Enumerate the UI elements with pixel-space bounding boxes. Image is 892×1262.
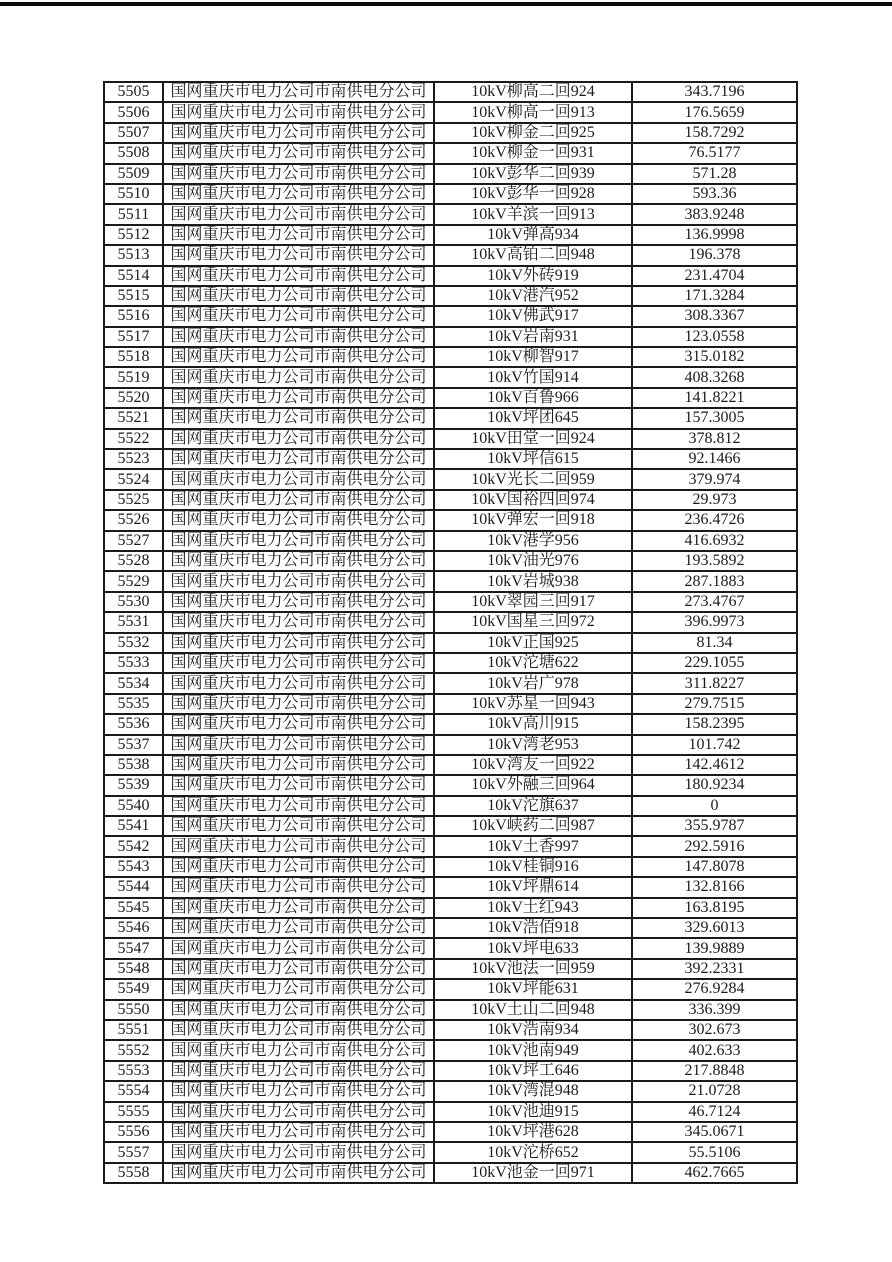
table-row [104,816,797,836]
company-cell: 国网重庆市电力公司市南供电分公司 [163,673,434,693]
company-cell: 国网重庆市电力公司市南供电分公司 [163,1102,434,1122]
line-name-cell: 10kV苏星一回943 [434,694,632,714]
company-cell: 国网重庆市电力公司市南供电分公司 [163,327,434,347]
table-row [104,1061,797,1081]
row-number-cell: 5551 [104,1020,163,1040]
line-name-cell: 10kV坪电633 [434,938,632,958]
table-row [104,836,797,856]
value-cell: 21.0728 [632,1081,797,1101]
company-cell: 国网重庆市电力公司市南供电分公司 [163,225,434,245]
table-row [104,82,797,102]
row-number-cell: 5544 [104,877,163,897]
table-row [104,490,797,510]
row-number-cell: 5519 [104,367,163,387]
company-cell: 国网重庆市电力公司市南供电分公司 [163,347,434,367]
value-cell: 308.3367 [632,306,797,326]
company-cell: 国网重庆市电力公司市南供电分公司 [163,510,434,530]
line-name-cell: 10kV坪港628 [434,1122,632,1142]
company-cell: 国网重庆市电力公司市南供电分公司 [163,633,434,653]
row-number-cell: 5548 [104,959,163,979]
row-number-cell: 5546 [104,918,163,938]
line-name-cell: 10kV光长二回959 [434,469,632,489]
value-cell: 416.6932 [632,531,797,551]
row-number-cell: 5536 [104,714,163,734]
line-name-cell: 10kV湾友一回922 [434,755,632,775]
line-name-cell: 10kV羊滨一回913 [434,204,632,224]
company-cell: 国网重庆市电力公司市南供电分公司 [163,898,434,918]
table-row [104,531,797,551]
row-number-cell: 5531 [104,612,163,632]
line-name-cell: 10kV土红943 [434,898,632,918]
value-cell: 593.36 [632,184,797,204]
table-row [104,755,797,775]
line-name-cell: 10kV国星三回972 [434,612,632,632]
table-row [104,979,797,999]
line-name-cell: 10kV正国925 [434,633,632,653]
table-row [104,612,797,632]
company-cell: 国网重庆市电力公司市南供电分公司 [163,245,434,265]
value-cell: 408.3268 [632,367,797,387]
company-cell: 国网重庆市电力公司市南供电分公司 [163,816,434,836]
value-cell: 379.974 [632,469,797,489]
value-cell: 180.9234 [632,775,797,795]
table-row [104,1163,797,1183]
row-number-cell: 5540 [104,796,163,816]
line-name-cell: 10kV国裕四回974 [434,490,632,510]
value-cell: 123.0558 [632,327,797,347]
line-name-cell: 10kV坪信615 [434,449,632,469]
row-number-cell: 5514 [104,266,163,286]
row-number-cell: 5526 [104,510,163,530]
value-cell: 231.4704 [632,266,797,286]
value-cell: 147.8078 [632,857,797,877]
row-number-cell: 5528 [104,551,163,571]
line-name-cell: 10kV外砖919 [434,266,632,286]
row-number-cell: 5547 [104,938,163,958]
line-name-cell: 10kV油光976 [434,551,632,571]
row-number-cell: 5513 [104,245,163,265]
row-number-cell: 5517 [104,327,163,347]
value-cell: 236.4726 [632,510,797,530]
value-cell: 176.5659 [632,102,797,122]
row-number-cell: 5553 [104,1061,163,1081]
table-row [104,347,797,367]
line-name-cell: 10kV竹国914 [434,367,632,387]
line-name-cell: 10kV翠园三回917 [434,592,632,612]
company-cell: 国网重庆市电力公司市南供电分公司 [163,429,434,449]
table-row [104,1040,797,1060]
value-cell: 279.7515 [632,694,797,714]
row-number-cell: 5523 [104,449,163,469]
line-name-cell: 10kV峡药二回987 [434,816,632,836]
table-row [104,102,797,122]
company-cell: 国网重庆市电力公司市南供电分公司 [163,123,434,143]
row-number-cell: 5512 [104,225,163,245]
company-cell: 国网重庆市电力公司市南供电分公司 [163,1163,434,1183]
company-cell: 国网重庆市电力公司市南供电分公司 [163,979,434,999]
value-cell: 193.5892 [632,551,797,571]
line-name-cell: 10kV沱旗637 [434,796,632,816]
company-cell: 国网重庆市电力公司市南供电分公司 [163,388,434,408]
value-cell: 217.8848 [632,1061,797,1081]
table-body [104,82,797,1183]
company-cell: 国网重庆市电力公司市南供电分公司 [163,408,434,428]
value-cell: 0 [632,796,797,816]
row-number-cell: 5511 [104,204,163,224]
table-row [104,286,797,306]
company-cell: 国网重庆市电力公司市南供电分公司 [163,551,434,571]
line-name-cell: 10kV彭华一回928 [434,184,632,204]
line-name-cell: 10kV池南949 [434,1040,632,1060]
row-number-cell: 5505 [104,82,163,102]
table-row [104,266,797,286]
table-row [104,571,797,591]
value-cell: 101.742 [632,735,797,755]
row-number-cell: 5558 [104,1163,163,1183]
table-row [104,143,797,163]
value-cell: 229.1055 [632,653,797,673]
table-row [104,184,797,204]
row-number-cell: 5550 [104,1000,163,1020]
table-row [104,164,797,184]
table-row [104,877,797,897]
line-name-cell: 10kV坪能631 [434,979,632,999]
value-cell: 276.9284 [632,979,797,999]
value-cell: 345.0671 [632,1122,797,1142]
row-number-cell: 5557 [104,1142,163,1162]
value-cell: 55.5106 [632,1142,797,1162]
row-number-cell: 5524 [104,469,163,489]
company-cell: 国网重庆市电力公司市南供电分公司 [163,857,434,877]
row-number-cell: 5539 [104,775,163,795]
line-name-cell: 10kV岩城938 [434,571,632,591]
row-number-cell: 5516 [104,306,163,326]
value-cell: 46.7124 [632,1102,797,1122]
row-number-cell: 5552 [104,1040,163,1060]
line-name-cell: 10kV彭华二回939 [434,164,632,184]
table-row [104,327,797,347]
table-row [104,918,797,938]
table-row [104,938,797,958]
line-name-cell: 10kV湾混948 [434,1081,632,1101]
row-number-cell: 5555 [104,1102,163,1122]
row-number-cell: 5543 [104,857,163,877]
line-name-cell: 10kV浩南934 [434,1020,632,1040]
company-cell: 国网重庆市电力公司市南供电分公司 [163,836,434,856]
value-cell: 136.9998 [632,225,797,245]
line-name-cell: 10kV柳高一回913 [434,102,632,122]
row-number-cell: 5534 [104,673,163,693]
company-cell: 国网重庆市电力公司市南供电分公司 [163,184,434,204]
value-cell: 343.7196 [632,82,797,102]
line-name-cell: 10kV湾老953 [434,735,632,755]
value-cell: 287.1883 [632,571,797,591]
row-number-cell: 5510 [104,184,163,204]
value-cell: 355.9787 [632,816,797,836]
row-number-cell: 5529 [104,571,163,591]
row-number-cell: 5549 [104,979,163,999]
value-cell: 139.9889 [632,938,797,958]
line-name-cell: 10kV柳智917 [434,347,632,367]
company-cell: 国网重庆市电力公司市南供电分公司 [163,592,434,612]
line-name-cell: 10kV外融三回964 [434,775,632,795]
company-cell: 国网重庆市电力公司市南供电分公司 [163,102,434,122]
value-cell: 92.1466 [632,449,797,469]
table-row [104,592,797,612]
value-cell: 29.973 [632,490,797,510]
row-number-cell: 5533 [104,653,163,673]
value-cell: 196.378 [632,245,797,265]
table-row [104,469,797,489]
value-cell: 273.4767 [632,592,797,612]
company-cell: 国网重庆市电力公司市南供电分公司 [163,735,434,755]
table-row [104,735,797,755]
table-row [104,245,797,265]
value-cell: 336.399 [632,1000,797,1020]
company-cell: 国网重庆市电力公司市南供电分公司 [163,694,434,714]
table-row [104,306,797,326]
row-number-cell: 5542 [104,836,163,856]
table-row [104,714,797,734]
company-cell: 国网重庆市电力公司市南供电分公司 [163,1061,434,1081]
line-name-cell: 10kV岩广978 [434,673,632,693]
row-number-cell: 5527 [104,531,163,551]
row-number-cell: 5518 [104,347,163,367]
line-name-cell: 10kV坪团645 [434,408,632,428]
value-cell: 311.8227 [632,673,797,693]
company-cell: 国网重庆市电力公司市南供电分公司 [163,755,434,775]
line-name-cell: 10kV弹宏一回918 [434,510,632,530]
table-row [104,510,797,530]
table-row [104,775,797,795]
line-name-cell: 10kV港学956 [434,531,632,551]
row-number-cell: 5521 [104,408,163,428]
company-cell: 国网重庆市电力公司市南供电分公司 [163,164,434,184]
table-row [104,1081,797,1101]
row-number-cell: 5535 [104,694,163,714]
row-number-cell: 5525 [104,490,163,510]
value-cell: 141.8221 [632,388,797,408]
table-row [104,551,797,571]
row-number-cell: 5506 [104,102,163,122]
table-row [104,898,797,918]
row-number-cell: 5532 [104,633,163,653]
company-cell: 国网重庆市电力公司市南供电分公司 [163,796,434,816]
table-row [104,633,797,653]
line-name-cell: 10kV池金一回971 [434,1163,632,1183]
row-number-cell: 5515 [104,286,163,306]
table-row [104,408,797,428]
table-row [104,959,797,979]
table-row [104,694,797,714]
company-cell: 国网重庆市电力公司市南供电分公司 [163,82,434,102]
value-cell: 315.0182 [632,347,797,367]
line-name-cell: 10kV坪工646 [434,1061,632,1081]
value-cell: 158.2395 [632,714,797,734]
company-cell: 国网重庆市电力公司市南供电分公司 [163,531,434,551]
table-row [104,449,797,469]
company-cell: 国网重庆市电力公司市南供电分公司 [163,571,434,591]
table-row [104,225,797,245]
line-name-cell: 10kV岩南931 [434,327,632,347]
value-cell: 571.28 [632,164,797,184]
top-rule [0,2,892,6]
line-name-cell: 10kV土山二回948 [434,1000,632,1020]
line-name-cell: 10kV桂铜916 [434,857,632,877]
line-name-cell: 10kV高川915 [434,714,632,734]
row-number-cell: 5554 [104,1081,163,1101]
value-cell: 142.4612 [632,755,797,775]
value-cell: 462.7665 [632,1163,797,1183]
value-cell: 163.8195 [632,898,797,918]
table-row [104,673,797,693]
value-cell: 378.812 [632,429,797,449]
table-row [104,1000,797,1020]
row-number-cell: 5545 [104,898,163,918]
table-row [104,1122,797,1142]
value-cell: 302.673 [632,1020,797,1040]
line-name-cell: 10kV佛武917 [434,306,632,326]
value-cell: 396.9973 [632,612,797,632]
company-cell: 国网重庆市电力公司市南供电分公司 [163,653,434,673]
company-cell: 国网重庆市电力公司市南供电分公司 [163,1040,434,1060]
line-name-cell: 10kV田堂一回924 [434,429,632,449]
row-number-cell: 5507 [104,123,163,143]
company-cell: 国网重庆市电力公司市南供电分公司 [163,1000,434,1020]
line-name-cell: 10kV沱桥652 [434,1142,632,1162]
line-name-cell: 10kV高铂二回948 [434,245,632,265]
line-name-cell: 10kV柳金二回925 [434,123,632,143]
value-cell: 171.3284 [632,286,797,306]
row-number-cell: 5522 [104,429,163,449]
row-number-cell: 5530 [104,592,163,612]
table-row [104,388,797,408]
value-cell: 329.6013 [632,918,797,938]
company-cell: 国网重庆市电力公司市南供电分公司 [163,266,434,286]
line-name-cell: 10kV柳金一回931 [434,143,632,163]
table-row [104,1020,797,1040]
row-number-cell: 5556 [104,1122,163,1142]
company-cell: 国网重庆市电力公司市南供电分公司 [163,1142,434,1162]
value-cell: 392.2331 [632,959,797,979]
value-cell: 132.8166 [632,877,797,897]
table-row [104,653,797,673]
company-cell: 国网重庆市电力公司市南供电分公司 [163,775,434,795]
row-number-cell: 5538 [104,755,163,775]
company-cell: 国网重庆市电力公司市南供电分公司 [163,918,434,938]
company-cell: 国网重庆市电力公司市南供电分公司 [163,877,434,897]
value-cell: 292.5916 [632,836,797,856]
row-number-cell: 5537 [104,735,163,755]
company-cell: 国网重庆市电力公司市南供电分公司 [163,714,434,734]
company-cell: 国网重庆市电力公司市南供电分公司 [163,1020,434,1040]
company-cell: 国网重庆市电力公司市南供电分公司 [163,204,434,224]
value-cell: 76.5177 [632,143,797,163]
row-number-cell: 5520 [104,388,163,408]
line-name-cell: 10kV百鲁966 [434,388,632,408]
line-name-cell: 10kV弹高934 [434,225,632,245]
table-row [104,367,797,387]
company-cell: 国网重庆市电力公司市南供电分公司 [163,286,434,306]
line-name-cell: 10kV池法一回959 [434,959,632,979]
value-cell: 383.9248 [632,204,797,224]
feeder-table [103,81,798,1184]
company-cell: 国网重庆市电力公司市南供电分公司 [163,469,434,489]
table-row [104,123,797,143]
value-cell: 157.3005 [632,408,797,428]
table-row [104,429,797,449]
company-cell: 国网重庆市电力公司市南供电分公司 [163,1122,434,1142]
company-cell: 国网重庆市电力公司市南供电分公司 [163,959,434,979]
value-cell: 402.633 [632,1040,797,1060]
row-number-cell: 5541 [104,816,163,836]
table-row [104,1142,797,1162]
line-name-cell: 10kV沱塘622 [434,653,632,673]
line-name-cell: 10kV土香997 [434,836,632,856]
line-name-cell: 10kV港汽952 [434,286,632,306]
line-name-cell: 10kV柳高二回924 [434,82,632,102]
table-row [104,796,797,816]
table-row [104,204,797,224]
value-cell: 81.34 [632,633,797,653]
company-cell: 国网重庆市电力公司市南供电分公司 [163,306,434,326]
company-cell: 国网重庆市电力公司市南供电分公司 [163,490,434,510]
company-cell: 国网重庆市电力公司市南供电分公司 [163,612,434,632]
company-cell: 国网重庆市电力公司市南供电分公司 [163,938,434,958]
line-name-cell: 10kV坪鼎614 [434,877,632,897]
value-cell: 158.7292 [632,123,797,143]
company-cell: 国网重庆市电力公司市南供电分公司 [163,1081,434,1101]
row-number-cell: 5508 [104,143,163,163]
company-cell: 国网重庆市电力公司市南供电分公司 [163,367,434,387]
row-number-cell: 5509 [104,164,163,184]
table-row [104,857,797,877]
company-cell: 国网重庆市电力公司市南供电分公司 [163,449,434,469]
line-name-cell: 10kV池迪915 [434,1102,632,1122]
line-name-cell: 10kV浩佰918 [434,918,632,938]
company-cell: 国网重庆市电力公司市南供电分公司 [163,143,434,163]
table-row [104,1102,797,1122]
